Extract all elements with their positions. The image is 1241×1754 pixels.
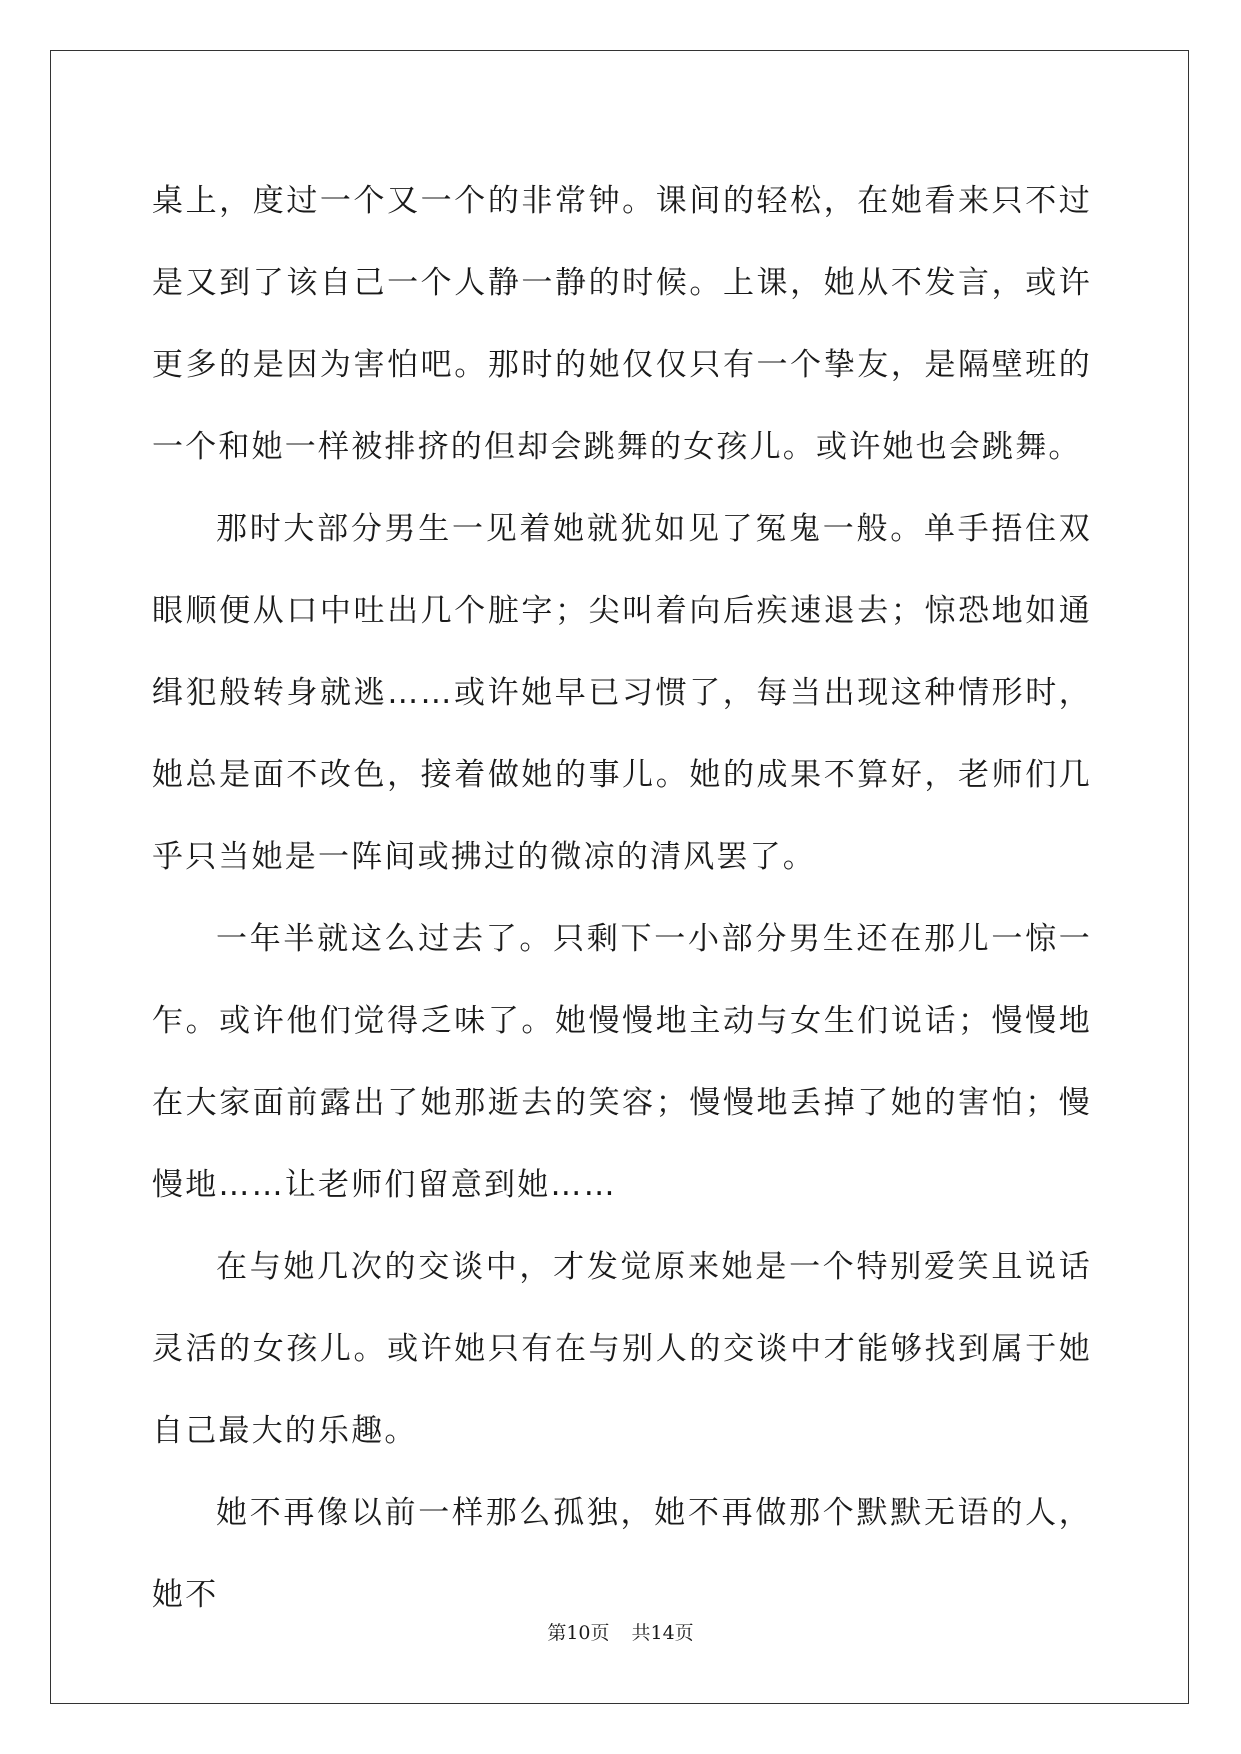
page-footer — [0, 1618, 1241, 1645]
paragraph: 她不再像以前一样那么孤独，她不再做那个默默无语的人，她不 — [152, 1495, 1092, 1613]
paragraph: 那时大部分男生一见着她就犹如见了冤鬼一般。单手捂住双眼顺便从口中吐出几个脏字；尖叫着向后疾速退去；惊恐地如通缉犯般转身就逃……或许她早已习惯了，每当出现这种情形时，她总是面不改色，接着做她的事儿。她的成果不算好，老师们几乎只当她是一阵间或拂过的微凉的清风罢了。 — [152, 511, 1092, 875]
paragraph: 在与她几次的交谈中，才发觉原来她是一个特别爱笑且说话灵活的女孩儿。或许她只有在与别人的交谈中才能够找到属于她自己最大的乐趣。 — [152, 1249, 1092, 1449]
page-number: 第10页 — [547, 1622, 610, 1644]
paragraph: 一年半就这么过去了。只剩下一小部分男生还在那儿一惊一乍。或许他们觉得乏味了。她慢慢地主动与女生们说话；慢慢地在大家面前露出了她那逝去的笑容；慢慢地丢掉了她的害怕；慢慢地……让老师们留意到她…… — [152, 921, 1092, 1203]
paragraph: 桌上，度过一个又一个的非常钟。课间的轻松，在她看来只不过是又到了该自己一个人静一静的时候。上课，她从不发言，或许更多的是因为害怕吧。那时的她仅仅只有一个挚友，是隔壁班的一个和她一样被排挤的但却会跳舞的女孩儿。或许她也会跳舞。 — [152, 183, 1092, 465]
document-body — [152, 160, 1092, 1636]
page-total: 共14页 — [631, 1622, 694, 1644]
